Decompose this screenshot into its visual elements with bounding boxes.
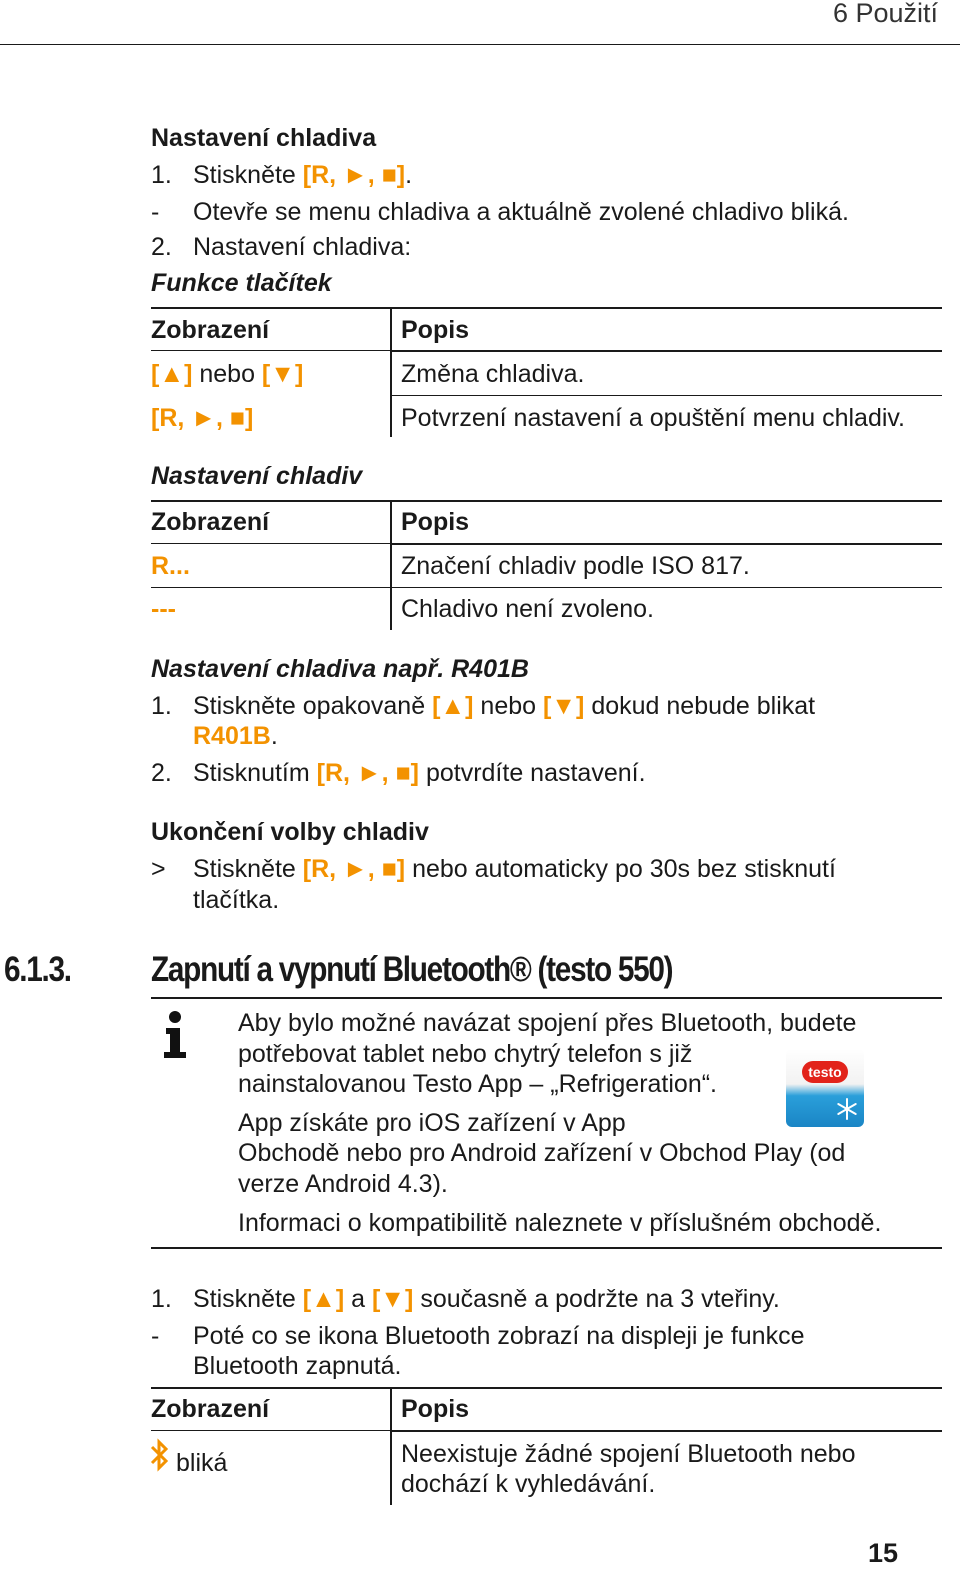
section-title: Zapnutí a vypnutí Bluetooth® (testo 550) [151, 950, 673, 989]
table1-header-rule-left [151, 350, 391, 351]
chapter-header: 6 Použití [832, 0, 938, 28]
bt-result-line-1: Poté co se ikona Bluetooth zobrazí na displeji je funkce [193, 1322, 805, 1350]
example-step1-value: R401B. [193, 722, 278, 750]
info-top-rule [151, 997, 942, 999]
table3-col-description: Popis [401, 1395, 470, 1423]
table2-col-description: Popis [401, 508, 470, 536]
testo-app-logo [786, 1049, 864, 1127]
testo-logo-badge: testo [802, 1061, 848, 1083]
result-text: Otevře se menu chladiva a aktuálně zvolené chladivo bliká. [193, 198, 849, 226]
table3-header-rule [391, 1430, 942, 1432]
bt-result-dash: - [151, 1322, 160, 1350]
info-line-6: verze Android 4.3). [238, 1170, 448, 1198]
info-bottom-rule [151, 1247, 942, 1249]
table2-top-rule [151, 500, 942, 502]
bt-step1-text: Stiskněte [▲] a [▼] současně a podržte na 3 vteřiny. [193, 1285, 780, 1313]
snowflake-icon [835, 1097, 859, 1121]
info-line-7: Informaci o kompatibilitě naleznete v příslušném obchodě. [238, 1209, 882, 1237]
heading-refrigerant-setting: Nastavení chladiva [151, 124, 377, 152]
bluetooth-icon [148, 1437, 172, 1473]
finish-text: Stiskněte [R, ►, ■] nebo automaticky po 30s bez stisknutí [193, 855, 836, 883]
step-1-text: Stiskněte [R, ►, ■]. [193, 161, 413, 189]
table2-row2-display: --- [151, 595, 176, 623]
table1-caption: Funkce tlačítek [151, 269, 332, 297]
bt-result-line-2: Bluetooth zapnutá. [193, 1352, 402, 1380]
info-icon [160, 1010, 192, 1060]
table1-top-rule [151, 307, 942, 309]
bt-step1-number: 1. [151, 1285, 172, 1313]
table1-row1-display: [▲] nebo [▼] [151, 360, 304, 388]
table1-row2-display: [R, ►, ■] [151, 404, 254, 432]
table2-col-divider [390, 500, 392, 630]
key-r-arrow-stop: [R, ►, ■] [302, 161, 406, 189]
example-step2-text: Stisknutím [R, ►, ■] potvrdíte nastavení. [193, 759, 646, 787]
table1-row2-desc: Potvrzení nastavení a opuštění menu chladiv. [401, 404, 906, 432]
info-line-5: Obchodě nebo pro Android zařízení v Obchod Play (od [238, 1139, 846, 1167]
table2-row-rule [151, 587, 942, 588]
step-2-text: Nastavení chladiva: [193, 233, 412, 261]
table1-col-description: Popis [401, 316, 470, 344]
table2-row1-desc: Značení chladiv podle ISO 817. [401, 552, 750, 580]
step-1-number: 1. [151, 161, 172, 189]
table1-row-rule [391, 395, 942, 396]
table2-row2-desc: Chladivo není zvoleno. [401, 595, 654, 623]
table1-col-divider [390, 307, 392, 437]
table2-header-rule [391, 543, 942, 545]
table3-row-desc-1: Neexistuje žádné spojení Bluetooth nebo [401, 1440, 856, 1468]
finish-text-cont: tlačítka. [193, 886, 280, 914]
info-line-1: Aby bylo možné navázat spojení přes Bluetooth, budete [238, 1009, 857, 1037]
table1-row1-desc: Změna chladiva. [401, 360, 585, 388]
result-dash: - [151, 198, 160, 226]
example-step1-text: Stiskněte opakovaně [▲] nebo [▼] dokud nebude blikat [193, 692, 816, 720]
table2-col-display: Zobrazení [151, 508, 270, 536]
table3-col-display: Zobrazení [151, 1395, 270, 1423]
table3-header-rule-left [151, 1430, 391, 1431]
table2-header-rule-left [151, 543, 391, 544]
table3-top-rule [151, 1387, 942, 1389]
step-2-number: 2. [151, 233, 172, 261]
table2-row1-display: R... [151, 552, 190, 580]
info-line-2: potřebovat tablet nebo chytrý telefon s již [238, 1040, 693, 1068]
example-step1-number: 1. [151, 692, 172, 720]
example-heading: Nastavení chladiva např. R401B [151, 655, 529, 683]
finish-marker: > [151, 855, 166, 883]
section-number: 6.1.3. [4, 950, 71, 989]
info-line-3: nainstalovanou Testo App – „Refrigeration“. [238, 1070, 718, 1098]
table3-row-desc-2: dochází k vyhledávání. [401, 1470, 656, 1498]
table1-col-display: Zobrazení [151, 316, 270, 344]
table1-header-rule [391, 350, 942, 352]
page-number: 15 [868, 1538, 899, 1568]
info-line-4: App získáte pro iOS zařízení v App [238, 1109, 626, 1137]
header-rule [0, 44, 960, 45]
table3-col-divider [390, 1387, 392, 1505]
table2-caption: Nastavení chladiv [151, 462, 363, 490]
finish-heading: Ukončení volby chladiv [151, 818, 429, 846]
example-step2-number: 2. [151, 759, 172, 787]
table3-row-display-text: bliká [176, 1449, 228, 1477]
